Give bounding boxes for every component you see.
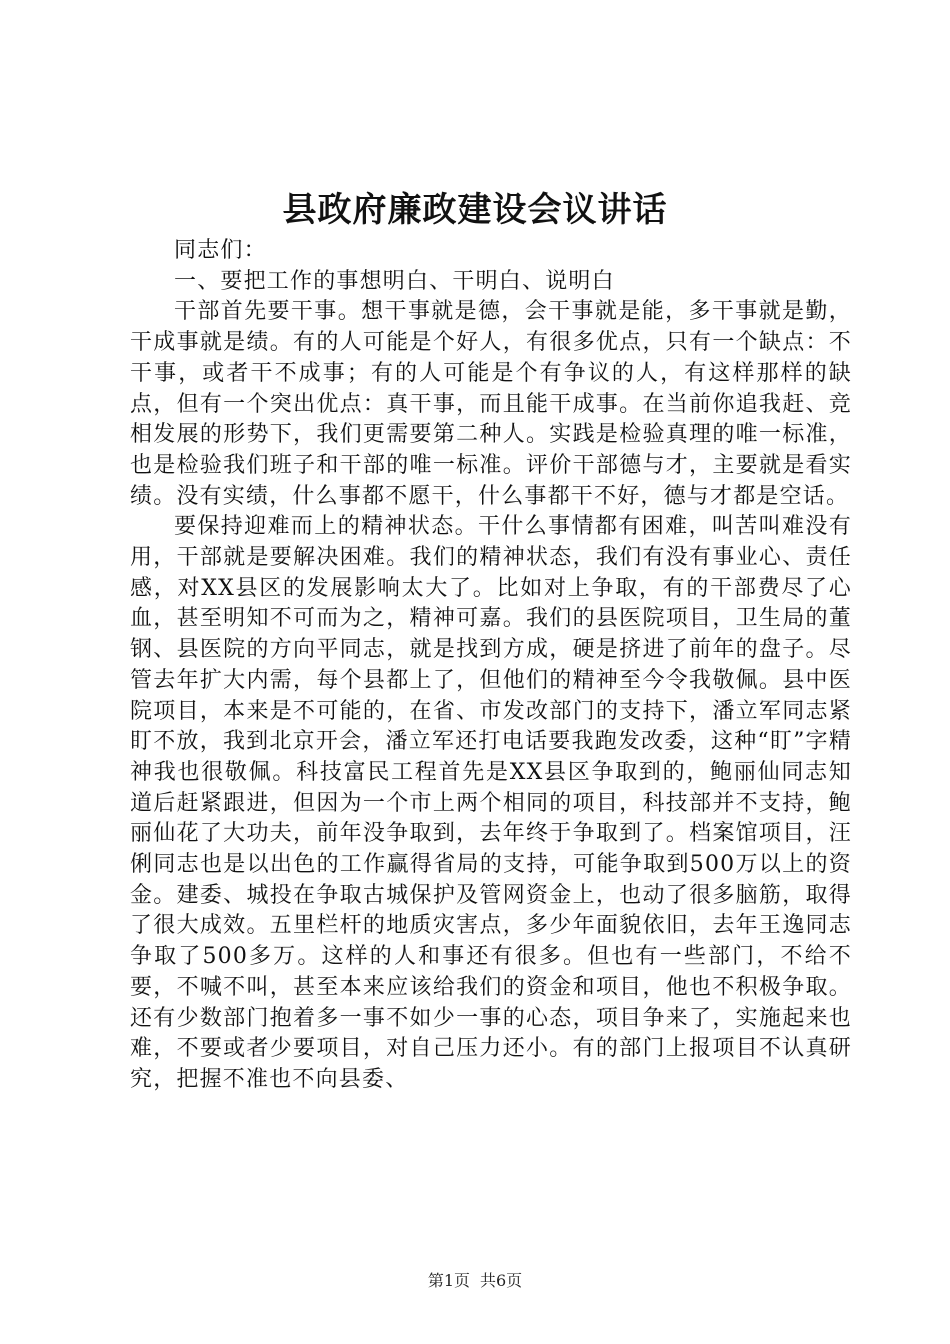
- paragraph-2: 要保持迎难而上的精神状态。干什么事情都有困难，叫苦叫难没有用，干部就是要解决困难。我们的精神状态，我们有没有事业心、责任感，对XX县区的发展影响太大了。比如对上争取，有的干部费尽了心血，甚至明知不可而为之，精神可嘉。我们的县医院项目，卫生局的董钢、县医院的方向平同志，就是找到方成，硬是挤进了前年的盘子。尽管去年扩大内需，每个县都上了，但他们的精神至今令我敬佩。县中医院项目，本来是不可能的，在省、市发改部门的支持下，潘立军同志紧盯不放，我到北京开会，潘立军还打电话要我跑发改委，这种“盯”字精神我也很敬佩。科技富民工程首先是XX县区争取到的，鲍丽仙同志知道后赶紧跟进，但因为一个市上两个相同的项目，科技部并不支持，鲍丽仙花了大功夫，前年没争取到，去年终于争取到了。档案馆项目，汪俐同志也是以出色的工作赢得省局的支持，可能争取到500万以上的资金。建委、城投在争取古城保护及管网资金上，也动了很多脑筋，取得了很大成效。五里栏杆的地质灾害点，多少年面貌依旧，去年王逸同志争取了500多万。这样的人和事还有很多。但也有一些部门，不给不要，不喊不叫，甚至本来应该给我们的资金和项目，他也不积极争取。还有少数部门抱着多一事不如少一事的心态，项目争来了，实施起来也难，不要或者少要项目，对自己压力还小。有的部门上报项目不认真研究，把握不准也不向县委、: [130, 514, 852, 1092]
- paragraph-1: 干部首先要干事。想干事就是德，会干事就是能，多干事就是勤，干成事就是绩。有的人可能是个好人，有很多优点，只有一个缺点：不干事，或者干不成事；有的人可能是个有争议的人，有这样那样的缺点，但有一个突出优点：真干事，而且能干成事。在当前你追我赶、竞相发展的形势下，我们更需要第二种人。实践是检验真理的唯一标准，也是检验我们班子和干部的唯一标准。评价干部德与才，主要就是看实绩。没有实绩，什么事都不愿干，什么事都干不好，德与才都是空话。: [130, 299, 852, 509]
- document-title: 县政府廉政建设会议讲话: [282, 190, 668, 230]
- page-number: 第1页: [427, 1271, 470, 1290]
- salutation: 同志们：: [174, 238, 267, 263]
- section-heading-1: 一、要把工作的事想明白、干明白、说明白: [174, 268, 615, 294]
- page-footer: [0, 1270, 950, 1292]
- page-total: 共6页: [480, 1271, 523, 1290]
- document-body: [130, 236, 852, 1096]
